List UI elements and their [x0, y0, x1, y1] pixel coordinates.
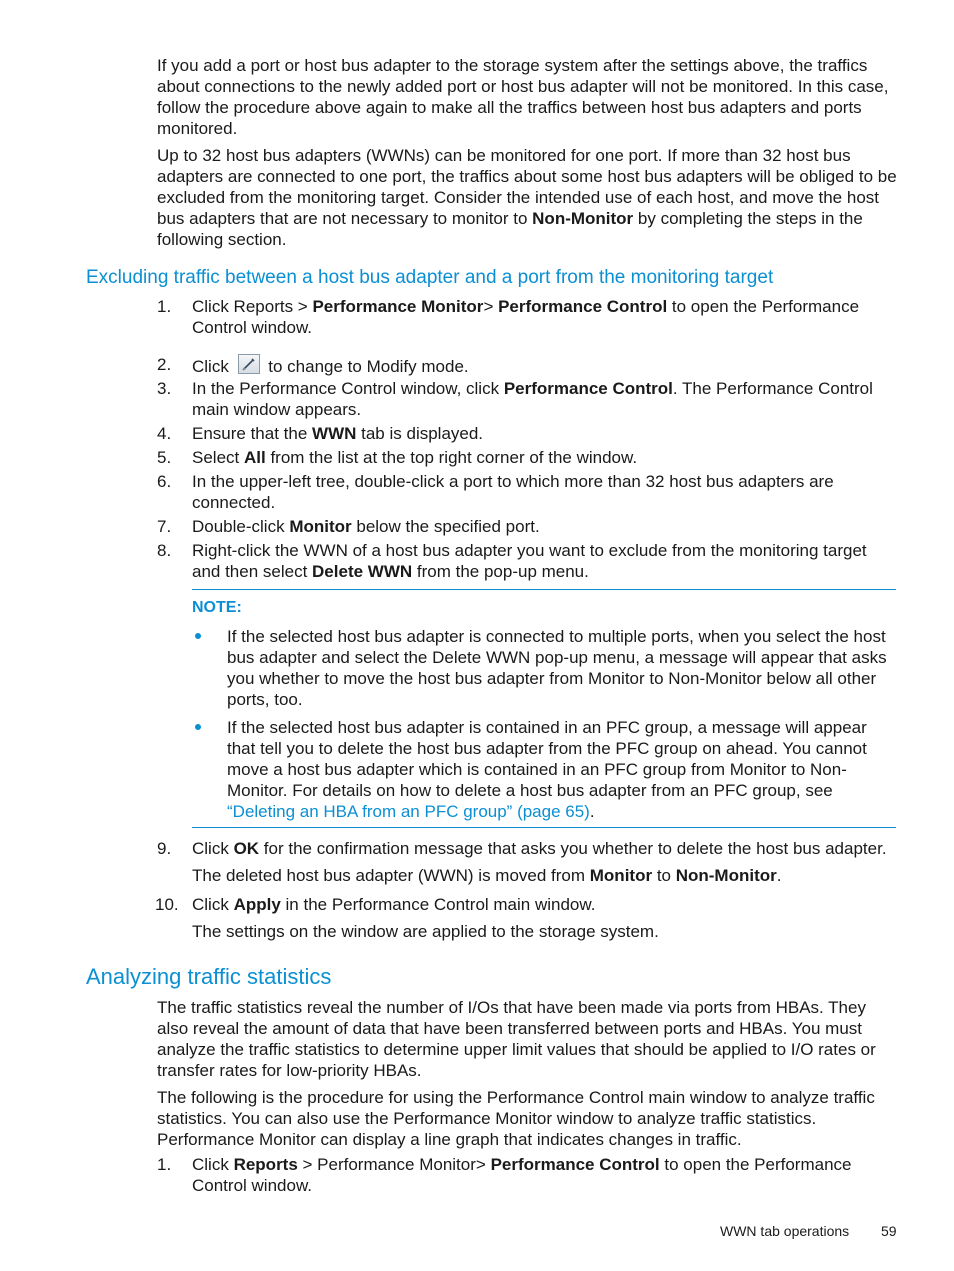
text-run: .: [776, 866, 782, 885]
intro-paragraph-1: If you add a port or host bus adapter to the storage system after the settings above, the traffics about connections to the newly added port or host bus adapter will not be monitored. In this case, follow the procedure above again to make all the traffics between host bus adapters and ports monitored.: [157, 56, 889, 138]
step-text: [192, 296, 897, 338]
bold-run: Performance Control: [490, 1155, 660, 1174]
text-run: by completing the steps in the following section.: [157, 209, 863, 249]
analyzing-paragraph-1: The traffic statistics reveal the number of I/Os that have been made via ports from HBAs. They also reveal the amount of data that have been transferred between ports and HBAs. You must analyze the traffic statistics to determine upper limit values that should be applied to I/O rates or transfer rates for low-priority HBAs.: [157, 998, 876, 1080]
text-run: If the selected host bus adapter is contained in an PFC group, a message will appear that tell you to delete the host bus adapter from the PFC group on ahead. You cannot move a host bus adapter which is contained in an PFC group from Monitor to Non-Monitor. For details on how to delete a host bus adapter from an PFC group, see: [227, 718, 867, 800]
text-run: Select: [192, 448, 244, 467]
step-text: [192, 423, 897, 444]
text-run: to open the Performance Control window.: [192, 1155, 852, 1195]
text-run: from the pop-up menu.: [412, 562, 589, 581]
bold-run: Performance Control: [498, 297, 668, 316]
text-run: for the confirmation message that asks you whether to delete the host bus adapter.: [259, 839, 887, 858]
text-run: Right-click the WWN of a host bus adapter you want to exclude from the monitoring target and then select: [192, 541, 867, 581]
text-run: to: [652, 866, 676, 885]
step-number: 2.: [157, 355, 172, 374]
bullet-icon: [195, 633, 201, 639]
step-text: [192, 838, 897, 859]
step-number: 10.: [155, 895, 179, 914]
step-number: 7.: [157, 517, 172, 536]
section-heading-excluding-traffic: Excluding traffic between a host bus adapter and a port from the monitoring target: [86, 267, 774, 288]
bold-run: Performance Control: [503, 379, 673, 398]
text-run: Click Reports >: [192, 297, 313, 316]
step-text: [192, 447, 897, 468]
text-run: Click: [192, 1155, 234, 1174]
bullet-icon: [195, 724, 201, 730]
step-number: 9.: [157, 839, 172, 858]
step-number: 1.: [157, 1155, 172, 1174]
step-number: 6.: [157, 472, 172, 491]
page-number: 59: [881, 1223, 897, 1239]
step-text: [192, 354, 897, 377]
cross-reference-link[interactable]: “Deleting an HBA from an PFC group” (page 65): [227, 802, 590, 821]
note-label: NOTE:: [192, 599, 242, 616]
text-run: . The Performance Control main window appears.: [192, 379, 873, 419]
bullet-text: If the selected host bus adapter is connected to multiple ports, when you select the host bus adapter and select the Delete WWN pop-up menu, a message will appear that asks you whether to move the host bus adapter from Monitor to Non-Monitor below all other ports, too.: [227, 627, 887, 709]
text-run: Double-click: [192, 517, 290, 536]
text-run: to open the Performance Control window.: [192, 297, 860, 337]
bold-run: Monitor: [589, 866, 653, 885]
text-run: The deleted host bus adapter (WWN) is moved from: [192, 866, 590, 885]
text-run: Click: [192, 839, 234, 858]
analyzing-paragraph-2: The following is the procedure for using the Performance Control main window to analyze traffic statistics. You can also use the Performance Monitor window to analyze traffic statistics. Performance Monitor can display a line graph that indicates changes in traffic.: [157, 1088, 875, 1149]
text-run: >: [483, 297, 499, 316]
text-run: below the specified port.: [351, 517, 540, 536]
bold-run: OK: [233, 839, 260, 858]
text-run: .: [589, 802, 595, 821]
text-run: tab is displayed.: [356, 424, 484, 443]
bold-run: Apply: [233, 895, 281, 914]
note-bottom-rule: [192, 827, 896, 828]
bold-run: WWN: [312, 424, 357, 443]
step-number: 3.: [157, 379, 172, 398]
text-run: > Performance Monitor>: [297, 1155, 491, 1174]
step-text: [192, 516, 897, 537]
bold-run: Delete WWN: [312, 562, 413, 581]
step-text: [192, 894, 897, 915]
step-result-text: [192, 865, 897, 886]
bold-run: Non-Monitor: [675, 866, 777, 885]
text-run: to change to Modify mode.: [263, 357, 469, 376]
step-text: [192, 540, 897, 582]
text-run: in the Performance Control main window.: [280, 895, 596, 914]
step-number: 5.: [157, 448, 172, 467]
note-top-rule: [192, 589, 896, 590]
intro-paragraph-2: [157, 145, 899, 250]
step-number: 4.: [157, 424, 172, 443]
text-run: Ensure that the: [192, 424, 313, 443]
bold-run: Non-Monitor: [532, 209, 634, 228]
step-result-text: The settings on the window are applied to the storage system.: [192, 922, 659, 941]
bold-run: Performance Monitor: [312, 297, 484, 316]
step-text: In the upper-left tree, double-click a port to which more than 32 host bus adapters are connected.: [192, 472, 834, 512]
bullet-text: [227, 717, 897, 822]
step-number: 8.: [157, 541, 172, 560]
bold-run: All: [243, 448, 266, 467]
bold-run: Reports: [233, 1155, 298, 1174]
step-text: [192, 378, 897, 420]
text-run: In the Performance Control window, click: [192, 379, 504, 398]
step-text: [192, 1154, 897, 1196]
footer-section-title: WWN tab operations: [720, 1223, 850, 1239]
bold-run: Monitor: [289, 517, 352, 536]
step-number: 1.: [157, 297, 172, 316]
text-run: Click: [192, 357, 234, 376]
section-heading-analyzing-traffic: Analyzing traffic statistics: [86, 964, 332, 989]
text-run: Click: [192, 895, 234, 914]
modify-mode-icon[interactable]: [238, 354, 260, 374]
text-run: from the list at the top right corner of the window.: [265, 448, 638, 467]
text-run: Up to 32 host bus adapters (WWNs) can be monitored for one port. If more than 32 host bus adapters are connected to one port, the traffics about some host bus adapters will be obliged to be excluded from the monitoring target. Consider the intended use of each host, and move the host bus adapters that are not necessary to monitor to: [157, 146, 897, 228]
